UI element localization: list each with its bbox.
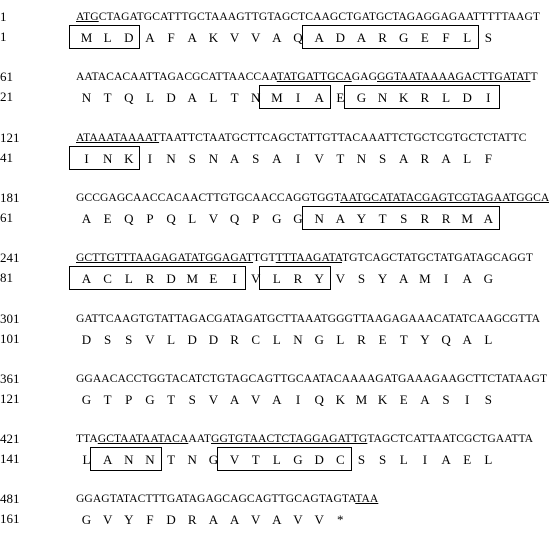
- amino-acid-residue: S: [484, 30, 492, 45]
- amino-acid-residue: T: [336, 150, 345, 166]
- amino-acid-residue: N: [356, 150, 367, 166]
- amino-acid-residue: R: [420, 90, 430, 106]
- amino-acid-residue: Q: [314, 391, 324, 407]
- amino-acid-residue: L: [272, 452, 281, 468]
- amino-acid-residue: L: [124, 271, 133, 287]
- motif-box: [259, 85, 330, 109]
- amino-acid-residue: M: [419, 271, 431, 287]
- amino-acid-residue: D: [462, 90, 472, 106]
- nucleotide-sequence: AATACACAATTAGACGCATTAACCAATATGATTGCAGAGGGTAATAAAAGACTTGATATT: [76, 70, 538, 84]
- protein-sequence: [76, 210, 500, 228]
- amino-acid-residue: L: [145, 90, 154, 106]
- amino-acid-residue: A: [102, 452, 113, 468]
- amino-acid-residue: Q: [229, 210, 240, 226]
- amino-acid-residue: C: [103, 271, 112, 287]
- amino-acid-residue: M: [461, 210, 473, 226]
- nucleotide-sequence: TTAGCTAATAATACAAATGGTGTAACTCTAGGAGATTGTAGCTCATTAATCGCTGAATTA: [76, 432, 534, 446]
- amino-acid-residue: A: [229, 391, 240, 407]
- amino-acid-residue: K: [208, 30, 219, 45]
- amino-acid-residue: G: [81, 512, 92, 528]
- amino-acid-residue: L: [399, 452, 408, 468]
- sequence-block: [0, 9, 541, 69]
- amino-acid-residue: L: [103, 30, 112, 45]
- amino-acid-residue: A: [314, 30, 324, 45]
- sequence-block: [0, 370, 548, 431]
- amino-acid-residue: I: [295, 391, 301, 407]
- amino-acid-residue: T: [103, 391, 112, 407]
- amino-acid-position: 121: [0, 390, 20, 406]
- amino-acid-residue: K: [399, 90, 409, 106]
- amino-acid-residue: E: [420, 30, 429, 45]
- protein-sequence: [76, 89, 500, 107]
- amino-acid-residue: S: [378, 452, 387, 468]
- motif-box: [302, 206, 500, 230]
- amino-acid-position: 81: [0, 270, 13, 286]
- amino-acid-residue: I: [84, 150, 89, 166]
- amino-acid-residue: C: [251, 331, 261, 347]
- amino-acid-residue: G: [81, 391, 92, 407]
- amino-acid-residue: G: [272, 210, 282, 226]
- amino-acid-residue: L: [272, 331, 281, 347]
- amino-acid-residue: A: [187, 90, 197, 106]
- amino-acid-residue: A: [335, 210, 345, 226]
- nucleotide-position: 301: [0, 310, 20, 326]
- amino-acid-residue: L: [209, 90, 218, 106]
- amino-acid-position: 141: [0, 451, 20, 467]
- amino-acid-residue: A: [81, 271, 92, 287]
- amino-acid-position: 161: [0, 511, 20, 527]
- amino-acid-residue: A: [272, 150, 282, 166]
- amino-acid-residue: S: [357, 271, 366, 287]
- amino-acid-residue: R: [420, 150, 430, 166]
- amino-acid-residue: D: [166, 512, 176, 528]
- primer-underline: ATG: [76, 10, 99, 23]
- primer-underline: TAA: [355, 492, 379, 506]
- nucleotide-position: 361: [0, 370, 20, 386]
- amino-acid-residue: G: [293, 210, 303, 226]
- amino-acid-residue: Y: [356, 210, 367, 226]
- amino-acid-residue: R: [187, 512, 197, 528]
- amino-acid-residue: G: [356, 90, 367, 106]
- motif-box: [69, 146, 140, 170]
- amino-acid-residue: R: [145, 271, 155, 287]
- amino-acid-residue: K: [124, 150, 134, 166]
- sequence-block: [0, 250, 533, 310]
- amino-acid-residue: N: [377, 90, 388, 106]
- nucleotide-sequence: GCCGAGCAACCACAACTTGTGCAACCAGGTGGTAATGCATATACGAGTCGTAGAATGGCA: [76, 190, 549, 204]
- amino-acid-residue: Y: [420, 331, 430, 347]
- amino-acid-position: 61: [0, 209, 13, 225]
- amino-acid-residue: D: [187, 331, 197, 347]
- amino-acid-residue: G: [293, 452, 303, 468]
- amino-acid-residue: K: [335, 391, 345, 407]
- amino-acid-residue: N: [187, 452, 197, 468]
- amino-acid-residue: T: [167, 391, 176, 407]
- motif-box: [90, 447, 161, 471]
- amino-acid-residue: N: [124, 452, 134, 468]
- amino-acid-residue: Q: [441, 331, 451, 347]
- amino-acid-residue: L: [82, 452, 91, 468]
- amino-acid-residue: K: [377, 391, 388, 407]
- sequence-block: [0, 310, 541, 371]
- amino-acid-residue: V: [208, 210, 219, 226]
- sequence-block: [0, 431, 534, 491]
- amino-acid-residue: E: [463, 452, 472, 468]
- amino-acid-residue: S: [252, 150, 260, 166]
- amino-acid-residue: L: [484, 331, 493, 347]
- amino-acid-residue: A: [399, 271, 409, 287]
- amino-acid-residue: G: [208, 452, 219, 468]
- amino-acid-residue: T: [167, 452, 176, 468]
- amino-acid-residue: V: [208, 391, 219, 407]
- amino-acid-residue: F: [484, 150, 492, 166]
- amino-acid-residue: A: [462, 271, 472, 287]
- amino-acid-residue: I: [147, 150, 153, 166]
- amino-acid-residue: A: [314, 90, 324, 106]
- amino-acid-residue: S: [188, 391, 196, 407]
- amino-acid-residue: A: [272, 512, 282, 528]
- motif-box: [344, 85, 500, 109]
- motif-box: [259, 266, 330, 290]
- amino-acid-residue: I: [295, 150, 301, 166]
- amino-acid-residue: G: [314, 331, 324, 347]
- amino-acid-residue: T: [103, 90, 112, 106]
- amino-acid-residue: A: [441, 150, 451, 166]
- amino-acid-residue: S: [104, 331, 112, 347]
- amino-acid-residue: I: [422, 452, 428, 468]
- primer-underline: GGTAATAAAAGACTTGATAT: [377, 70, 531, 84]
- amino-acid-residue: A: [420, 391, 430, 407]
- amino-acid-residue: D: [81, 331, 92, 347]
- amino-acid-residue: I: [443, 271, 449, 287]
- amino-acid-residue: L: [188, 210, 197, 226]
- motif-box: [69, 266, 246, 290]
- motif-box: [69, 25, 140, 49]
- amino-acid-residue: A: [229, 150, 240, 166]
- amino-acid-residue: V: [229, 30, 240, 45]
- amino-acid-residue: N: [81, 90, 92, 106]
- amino-acid-residue: Q: [293, 30, 303, 45]
- primer-underline: TATGATTGCA: [276, 70, 352, 84]
- amino-acid-residue: S: [378, 150, 387, 166]
- amino-acid-position: 21: [0, 89, 13, 105]
- amino-acid-residue: A: [145, 30, 155, 45]
- amino-acid-residue: M: [80, 30, 93, 45]
- amino-acid-residue: I: [295, 90, 301, 106]
- amino-acid-residue: S: [188, 150, 196, 166]
- nucleotide-sequence: GATTCAAGTGTATTAGACGATAGATGCTTAAATGGGTTAAGAGAAACATATCAAGCGTTA: [76, 311, 541, 325]
- amino-acid-residue: R: [441, 210, 451, 226]
- protein-sequence: [76, 391, 500, 409]
- amino-acid-residue: N: [208, 150, 219, 166]
- amino-acid-residue: L: [167, 331, 176, 347]
- amino-acid-residue: E: [399, 391, 408, 407]
- motif-box: [302, 25, 479, 49]
- amino-acid-residue: V: [293, 512, 303, 528]
- amino-acid-residue: D: [124, 30, 134, 45]
- amino-acid-residue: I: [486, 90, 491, 106]
- amino-acid-residue: R: [420, 210, 430, 226]
- nucleotide-position: 481: [0, 491, 20, 507]
- amino-acid-residue: R: [357, 331, 366, 347]
- amino-acid-residue: F: [146, 512, 154, 528]
- amino-acid-residue: V: [102, 512, 113, 528]
- amino-acid-residue: M: [355, 391, 368, 407]
- amino-acid-residue: Q: [166, 210, 176, 226]
- amino-acid-residue: N: [166, 150, 176, 166]
- amino-acid-residue: P: [252, 210, 260, 226]
- amino-acid-residue: D: [166, 271, 176, 287]
- amino-acid-residue: E: [336, 90, 345, 106]
- amino-acid-residue: E: [209, 271, 218, 287]
- amino-acid-residue: R: [230, 331, 239, 347]
- amino-acid-residue: A: [356, 30, 367, 45]
- amino-acid-residue: M: [186, 271, 199, 287]
- amino-acid-residue: Y: [377, 271, 388, 287]
- amino-acid-residue: F: [167, 30, 175, 45]
- amino-acid-residue: P: [146, 210, 154, 226]
- amino-acid-residue: D: [335, 30, 345, 45]
- amino-acid-residue: R: [378, 30, 387, 45]
- amino-acid-residue: Q: [124, 210, 134, 226]
- primer-underline: GCTTGTTTAAGAGATATGGAGAT: [76, 251, 254, 265]
- amino-acid-residue: V: [250, 30, 261, 45]
- nucleotide-sequence: ATGCTAGATGCATTTGCTAAAGTTGTAGCTCAAGCTGATGCTAGAGGAGAATTTTTAAGT: [76, 10, 541, 23]
- amino-acid-residue: S: [357, 452, 366, 468]
- amino-acid-residue: A: [272, 391, 282, 407]
- amino-acid-residue: N: [314, 210, 324, 226]
- amino-acid-residue: P: [125, 391, 133, 407]
- amino-acid-residue: I: [232, 271, 237, 287]
- nucleotide-position: 61: [0, 69, 13, 85]
- primer-underline: TTTAAGATA: [275, 251, 342, 265]
- protein-sequence: [76, 511, 500, 529]
- amino-acid-residue: L: [272, 271, 281, 287]
- sequence-block: [0, 129, 527, 190]
- amino-acid-residue: L: [442, 90, 451, 106]
- amino-acid-residue: T: [378, 210, 387, 226]
- protein-sequence: [76, 150, 500, 168]
- primer-underline: GCTAATAATACA: [97, 432, 189, 446]
- nucleotide-sequence: GCTTGTTTAAGAGATATGGAGATTGTTTTAAGATATGTCAGCTATGCTATGATAGCAGGT: [76, 251, 533, 265]
- sequence-block: [0, 189, 549, 250]
- amino-acid-residue: L: [463, 30, 472, 45]
- amino-acid-residue: G: [483, 271, 494, 287]
- amino-acid-residue: N: [102, 150, 113, 166]
- protein-sequence: [76, 270, 500, 288]
- amino-acid-residue: V: [250, 391, 261, 407]
- protein-sequence: [76, 331, 500, 349]
- amino-acid-residue: V: [145, 331, 155, 347]
- amino-acid-residue: L: [484, 452, 493, 468]
- nucleotide-position: 241: [0, 250, 20, 266]
- nucleotide-position: 121: [0, 129, 20, 145]
- amino-acid-residue: A: [229, 512, 240, 528]
- amino-acid-residue: S: [400, 210, 408, 226]
- motif-box: [217, 447, 352, 471]
- primer-underline: AATGCATATACGAGTCGTAGAATGGCA: [340, 190, 549, 204]
- amino-acid-residue: S: [484, 391, 492, 407]
- nucleotide-sequence: GGAGTATACTTTGATAGAGCAGCAGTTGCAGTAGTATAA: [76, 492, 379, 506]
- amino-acid-residue: A: [272, 30, 282, 45]
- amino-acid-position: 101: [0, 330, 20, 346]
- amino-acid-residue: M: [271, 90, 283, 106]
- amino-acid-residue: T: [230, 90, 239, 106]
- amino-acid-residue: D: [208, 331, 219, 347]
- amino-acid-residue: N: [293, 331, 303, 347]
- amino-acid-residue: T: [399, 331, 408, 347]
- amino-acid-residue: L: [336, 331, 345, 347]
- amino-acid-residue: V: [335, 271, 345, 287]
- amino-acid-residue: A: [462, 331, 472, 347]
- nucleotide-position: 181: [0, 189, 20, 205]
- amino-acid-residue: R: [293, 271, 303, 287]
- protein-sequence: [76, 451, 500, 469]
- amino-acid-residue: C: [335, 452, 345, 468]
- amino-acid-residue: S: [125, 331, 133, 347]
- amino-acid-residue: Y: [124, 512, 134, 528]
- nucleotide-sequence: GGAACACCTGGTACATCTGTAGCAGTTGCAATACAAAAGATGAAAGAAGCTTCTATAAGT: [76, 371, 548, 385]
- amino-acid-residue: T: [251, 452, 260, 468]
- nucleotide-position: 421: [0, 431, 20, 447]
- amino-acid-residue: V: [250, 512, 261, 528]
- amino-acid-residue: V: [314, 150, 324, 166]
- amino-acid-residue: A: [208, 512, 219, 528]
- amino-acid-residue: E: [103, 210, 112, 226]
- amino-acid-residue: *: [337, 512, 344, 528]
- nucleotide-position: 1: [0, 9, 7, 24]
- amino-acid-residue: Y: [314, 271, 324, 287]
- amino-acid-residue: L: [463, 150, 472, 166]
- amino-acid-residue: D: [166, 90, 176, 106]
- nucleotide-sequence: ATAAATAAAATTAATTCTAATGCTTCAGCTATTGTTACAAATTCTGCTCGTGCTCTATTC: [76, 130, 527, 144]
- amino-acid-residue: V: [229, 452, 240, 468]
- amino-acid-residue: N: [145, 452, 155, 468]
- amino-acid-residue: A: [441, 452, 451, 468]
- amino-acid-residue: A: [399, 150, 409, 166]
- primer-underline: GGTGTAACTCTAGGAGATTG: [211, 432, 368, 446]
- amino-acid-residue: D: [314, 452, 324, 468]
- primer-underline: ATAAATAAAAT: [76, 130, 160, 144]
- amino-acid-residue: G: [399, 30, 409, 45]
- amino-acid-position: 1: [0, 29, 7, 44]
- amino-acid-residue: G: [145, 391, 155, 407]
- amino-acid-residue: S: [442, 391, 450, 407]
- amino-acid-residue: I: [465, 391, 470, 407]
- sequence-block: [0, 491, 506, 551]
- amino-acid-residue: V: [250, 271, 261, 287]
- amino-acid-residue: A: [81, 210, 92, 226]
- amino-acid-residue: N: [250, 90, 261, 106]
- protein-sequence: [76, 29, 500, 47]
- amino-acid-residue: A: [483, 210, 494, 226]
- amino-acid-residue: E: [378, 331, 387, 347]
- sequence-block: [0, 69, 538, 129]
- amino-acid-position: 41: [0, 149, 13, 165]
- amino-acid-residue: Q: [124, 90, 134, 106]
- amino-acid-residue: F: [442, 30, 450, 45]
- amino-acid-residue: A: [187, 30, 197, 45]
- amino-acid-residue: V: [314, 512, 324, 528]
